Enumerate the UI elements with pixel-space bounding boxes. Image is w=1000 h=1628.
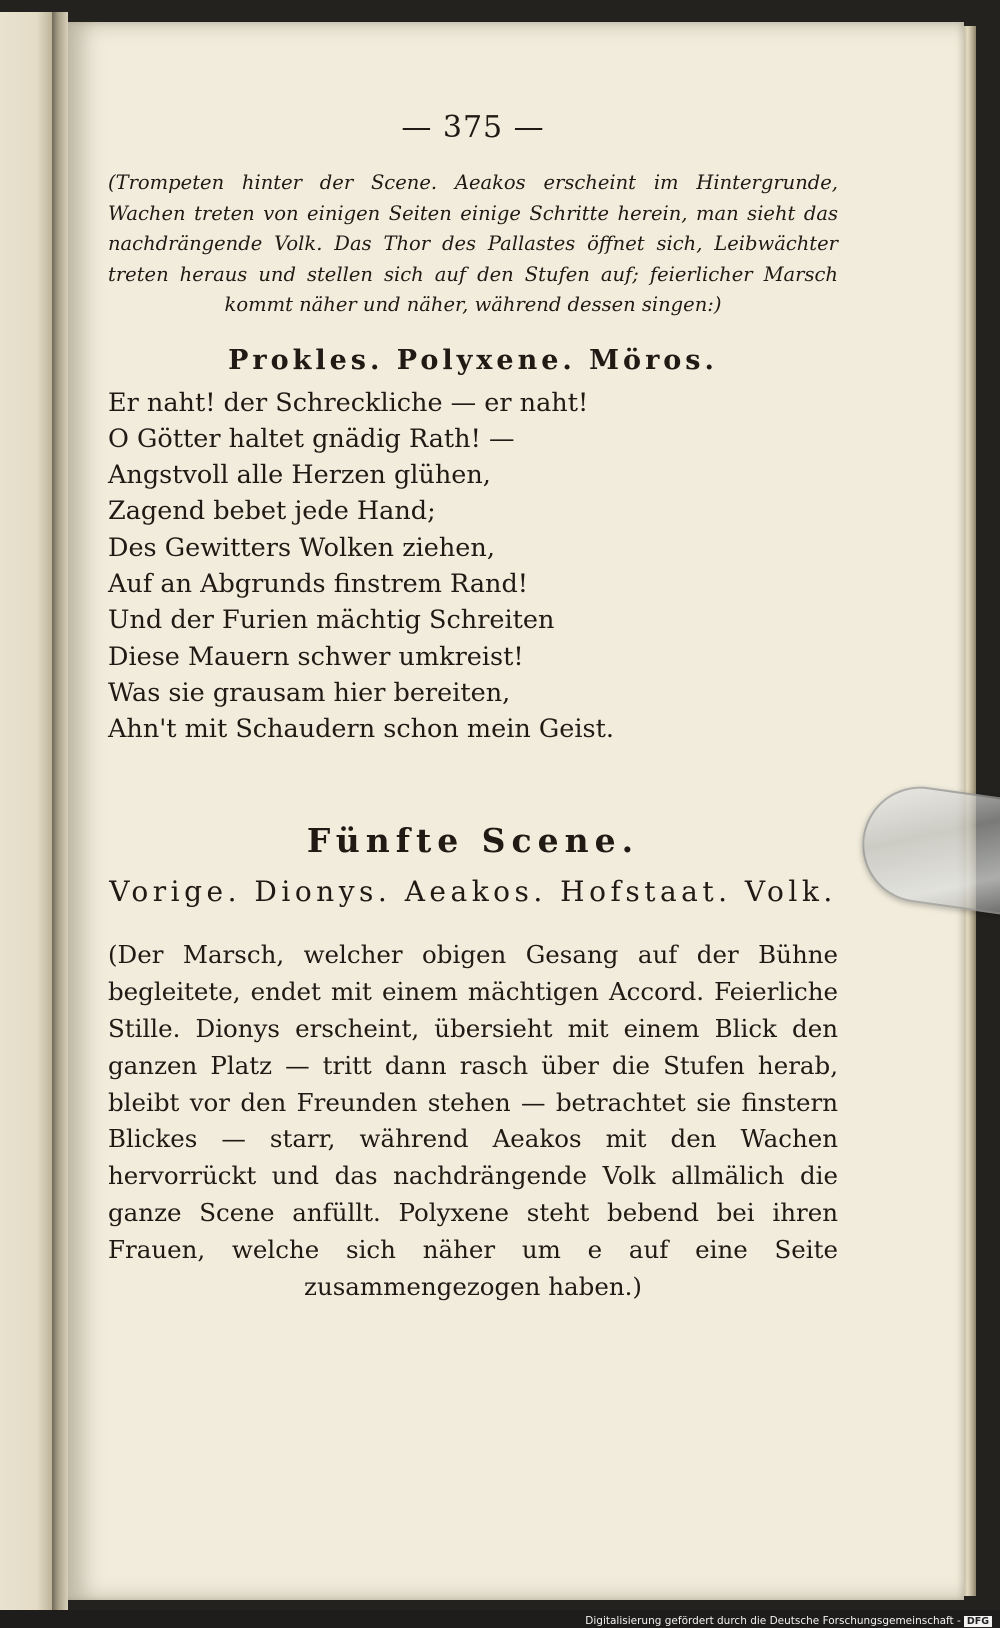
speaker-heading: Prokles. Polyxene. Möros. [228, 344, 718, 376]
stage-direction: (Der Marsch, welcher obigen Gesang auf der Bühne begleitete, endet mit einem mächtigen Accord. Feierliche Stille. Dionys erscheint, übersieht mit einem Blick den ganzen Platz — tritt dann rasch über die Stufen herab, bleibt vor den Freunden stehen — betrachtet sie finstern Blickes — starr, während Aeakos mit den Wachen hervorrückt und das nachdrängende Volk allmälich die ganze Scene anfüllt. Polyxene steht bebend bei ihren Frauen, welche sich näher um e auf eine Seite zusammengezogen haben.) [108, 940, 838, 1301]
verse-line: Zagend bebet jede Hand; [108, 496, 436, 527]
page-number: — 375 — [401, 110, 545, 145]
left-page-edge [0, 12, 52, 1610]
book-gutter [52, 12, 68, 1610]
verse-line: Auf an Abgrunds finstrem Rand! [108, 568, 529, 599]
verse-line: Und der Furien mächtig Schreiten [108, 605, 555, 636]
verse-line: O Götter haltet gnädig Rath! — [108, 423, 515, 454]
verse-line: Diese Mauern schwer umkreist! [108, 641, 524, 672]
stage-direction: (Trompeten hinter der Scene. Aeakos erscheint im Hintergrunde, Wachen treten von einigen Seiten einige Schritte herein, man sieht das nachdrängende Volk. Das Thor des Pallastes öffnet sich, Leibwächter treten heraus und stellen sich auf den Stufen auf; feierlicher Marsch kommt näher und näher, während dessen singen:) [108, 171, 838, 316]
verse-line: Ahn't mit Schaudern schon mein Geist. [108, 714, 614, 745]
verse-line: Er naht! der Schreckliche — er naht! [108, 387, 589, 418]
credit-text: Digitalisierung gefördert durch die Deutsche Forschungsgemeinschaft - [585, 1615, 961, 1627]
digitization-credit [585, 1615, 992, 1627]
page-content [108, 110, 838, 1305]
verse-line: Des Gewitters Wolken ziehen, [108, 532, 495, 563]
dfg-logo: DFG [964, 1616, 992, 1627]
character-list: Vorige. Dionys. Aeakos. Hofstaat. Volk. [109, 875, 837, 909]
verse-line: Was sie grausam hier bereiten, [108, 677, 511, 708]
scene-title: Fünfte Scene. [306, 821, 640, 861]
verse-line: Angstvoll alle Herzen glühen, [108, 460, 491, 491]
footer-bar [0, 1610, 1000, 1628]
verse-block [108, 385, 838, 748]
